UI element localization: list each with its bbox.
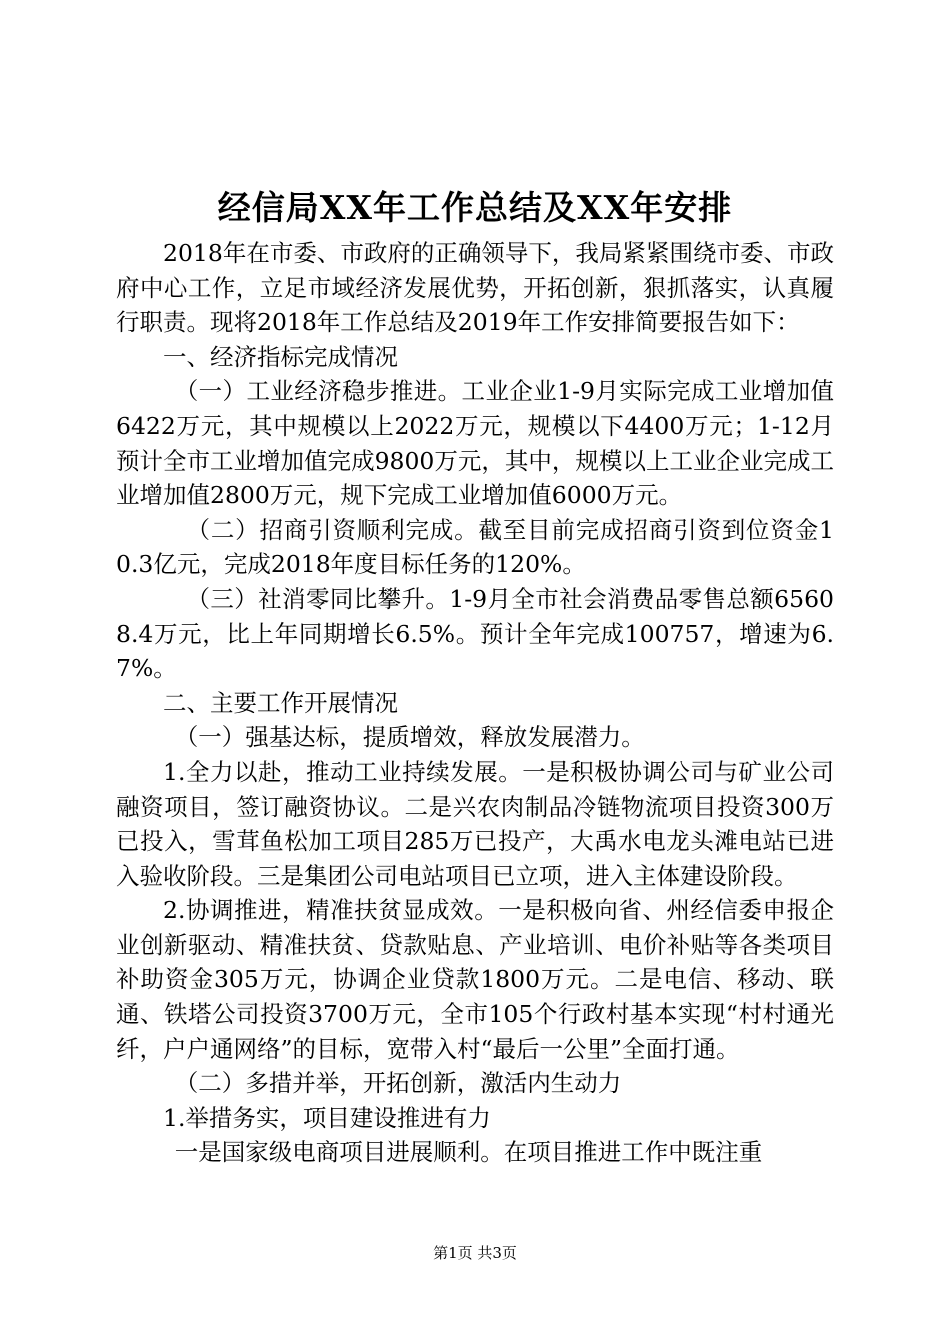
paragraph-industrial-development: 1.全力以赴，推动工业持续发展。一是积极协调公司与矿业公司融资项目，签订融资协议。二是兴农肉制品冷链物流项目投资300万已投入，雪茸鱼松加工项目285万已投产，大禹水电龙头滩电站已进入验收阶段。三是集团公司电站项目已立项，进入主体建设阶段。 xyxy=(116,757,834,890)
document-title: 经信局XX年工作总结及XX年安排 xyxy=(217,188,733,227)
intro-paragraph: 2018年在市委、市政府的正确领导下，我局紧紧围绕市委、市政府中心工作，立足市域经济发展优势，开拓创新，狠抓落实，认真履行职责。现将2018年工作总结及2019年工作安排简要报告如下： xyxy=(116,239,834,337)
page-number: 第1页 共3页 xyxy=(433,1244,517,1262)
subheading-strengthen-foundation: （一）强基达标，提质增效，释放发展潜力。 xyxy=(174,723,645,752)
paragraph-industrial-economy: （一）工业经济稳步推进。工业企业1-9月实际完成工业增加值6422万元，其中规模以上2022万元，规模以下4400万元；1-12月预计全市工业增加值完成9800万元，其中，规模以上工业企业完成工业增加值2800万元，规下完成工业增加值6000万元。 xyxy=(116,377,834,510)
subheading-project-construction: 1.举措务实，项目建设推进有力 xyxy=(163,1103,491,1132)
section-heading-main-work: 二、主要工作开展情况 xyxy=(163,688,398,717)
paragraph-investment-attraction: （二）招商引资顺利完成。截至目前完成招商引资到位资金10.3亿元，完成2018年度目标任务的120%。 xyxy=(116,515,834,579)
section-heading-economic-indicators: 一、经济指标完成情况 xyxy=(163,342,398,371)
paragraph-ecommerce-project: 一是国家级电商项目进展顺利。在项目推进工作中既注重 xyxy=(174,1138,763,1167)
document-body xyxy=(116,236,834,1170)
subheading-multiple-measures: （二）多措并举，开拓创新，激活内生动力 xyxy=(174,1069,622,1098)
paragraph-poverty-alleviation: 2.协调推进，精准扶贫显成效。一是积极向省、州经信委申报企业创新驱动、精准扶贫、贷款贴息、产业培训、电价补贴等各类项目补助资金305万元，协调企业贷款1800万元。二是电信、移动、联通、铁塔公司投资3700万元，全市105个行政村基本实现“村村通光纤，户户通网络”的目标，宽带入村“最后一公里”全面打通。 xyxy=(116,896,834,1063)
paragraph-retail-sales: （三）社消零同比攀升。1-9月全市社会消费品零售总额65608.4万元，比上年同期增长6.5%。预计全年完成100757，增速为6.7%。 xyxy=(116,584,834,683)
